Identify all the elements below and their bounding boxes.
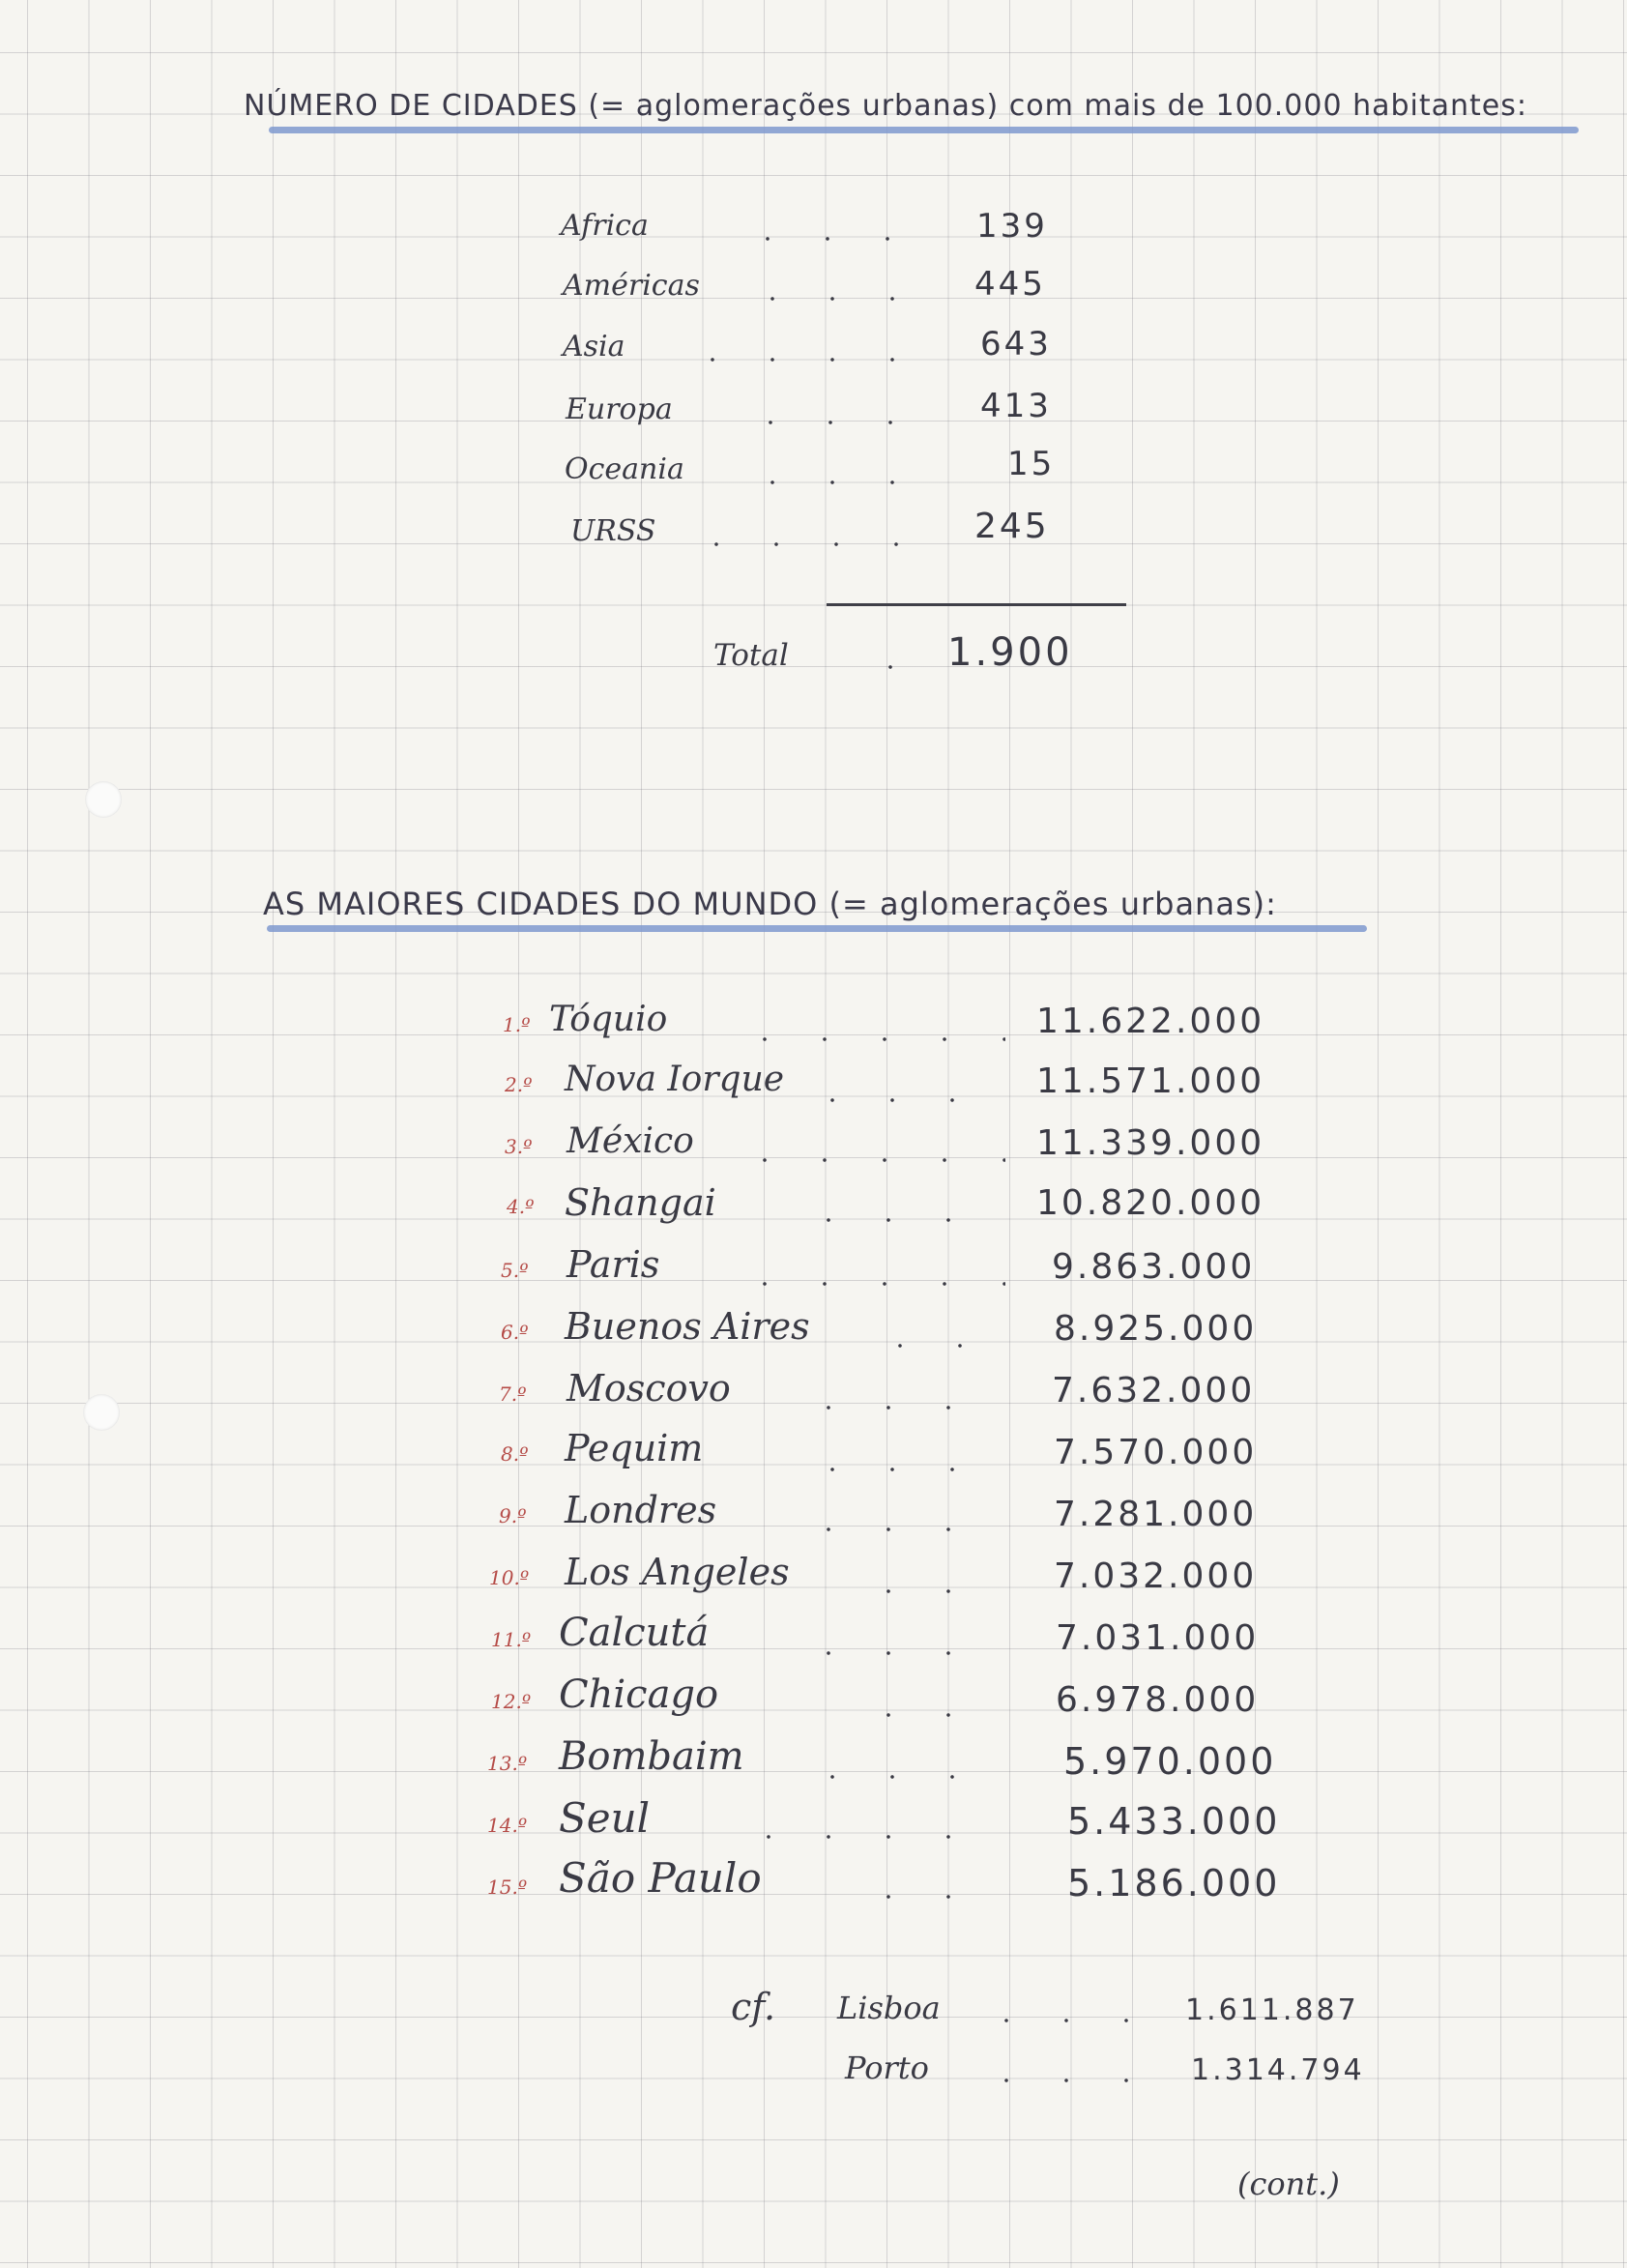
region-count: 643 — [980, 325, 1052, 363]
city-name: Buenos Aires — [565, 1305, 810, 1348]
city-rank: 5.º — [501, 1259, 529, 1282]
city-name: Nova Iorque — [565, 1060, 785, 1099]
section2-title-highlight — [267, 925, 1367, 932]
leader-dots — [858, 1895, 1005, 1899]
region-name: Africa — [561, 209, 649, 243]
city-rank: 7.º — [499, 1382, 527, 1406]
leader-dots — [735, 1158, 1005, 1162]
region-count: 445 — [974, 265, 1046, 304]
region-name: Europa — [566, 393, 673, 426]
leader-dots — [858, 1589, 1005, 1593]
leader-dots — [735, 1282, 1005, 1286]
region-count: 15 — [1007, 445, 1056, 483]
city-name: Londres — [565, 1489, 717, 1531]
region-name: Oceania — [565, 452, 684, 486]
city-name: Pequim — [565, 1427, 704, 1469]
city-population: 10.820.000 — [1036, 1183, 1265, 1223]
city-rank: 15.º — [487, 1875, 528, 1899]
city-population: 7.031.000 — [1056, 1618, 1260, 1658]
city-population: 7.632.000 — [1052, 1371, 1256, 1410]
leader-dots — [683, 358, 941, 362]
punch-hole-lower — [83, 1394, 120, 1431]
city-name: Los Angeles — [565, 1551, 790, 1593]
city-rank: 2.º — [505, 1073, 533, 1096]
city-rank: 3.º — [505, 1135, 533, 1158]
comparison-city: Lisboa — [837, 1990, 941, 2026]
leader-dots — [976, 2019, 1141, 2022]
section1-title-highlight — [269, 127, 1579, 133]
region-count: 413 — [980, 387, 1052, 425]
leader-dots — [739, 1835, 1005, 1839]
leader-dots — [799, 1651, 1005, 1655]
city-name: Seul — [559, 1794, 651, 1842]
leader-dots — [976, 2079, 1141, 2082]
city-rank: 14.º — [487, 1814, 528, 1837]
city-name: Bombaim — [559, 1734, 744, 1779]
comparison-city: Porto — [845, 2050, 929, 2086]
leader-dots — [799, 1406, 1005, 1410]
total-label: Total — [713, 638, 789, 673]
city-rank: 4.º — [507, 1195, 535, 1218]
city-rank: 13.º — [487, 1752, 528, 1775]
city-name: Paris — [567, 1243, 660, 1286]
city-rank: 9.º — [499, 1504, 527, 1527]
continued-note: (cont.) — [1237, 2166, 1340, 2202]
region-count: 139 — [976, 207, 1048, 246]
city-rank: 1.º — [503, 1013, 531, 1036]
leader-dots — [738, 237, 941, 241]
leader-dots — [742, 297, 941, 301]
total-value: 1.900 — [947, 630, 1073, 675]
leader-dots — [870, 1344, 1005, 1348]
leader-dots — [858, 1713, 1005, 1717]
city-name: Chicago — [559, 1672, 719, 1717]
city-name: Shangai — [565, 1181, 716, 1224]
city-population: 5.433.000 — [1067, 1800, 1281, 1843]
region-name: Américas — [563, 269, 700, 303]
leader-dots — [741, 421, 941, 424]
city-population: 11.571.000 — [1036, 1061, 1265, 1101]
city-name: Moscovo — [567, 1367, 731, 1410]
leader-dots — [686, 542, 941, 546]
region-name: Asia — [563, 330, 625, 363]
city-name: Tóquio — [549, 1000, 668, 1039]
city-rank: 6.º — [501, 1321, 529, 1344]
punch-hole-upper — [85, 781, 122, 818]
region-count: 245 — [974, 507, 1050, 546]
leader-dots — [802, 1775, 1005, 1779]
leader-dots — [802, 1098, 1005, 1102]
leader-dots — [735, 1037, 1005, 1041]
city-population: 5.186.000 — [1067, 1862, 1281, 1905]
leader-dots — [802, 1468, 1005, 1471]
city-name: São Paulo — [559, 1854, 762, 1902]
city-population: 7.032.000 — [1054, 1556, 1258, 1596]
total-rule — [827, 603, 1126, 606]
comparison-population: 1.314.794 — [1191, 2053, 1365, 2087]
city-rank: 12.º — [491, 1690, 532, 1713]
city-rank: 8.º — [501, 1442, 529, 1466]
city-population: 11.622.000 — [1036, 1002, 1265, 1041]
leader-dots — [742, 480, 941, 484]
region-name: URSS — [570, 514, 656, 548]
city-name: Calcutá — [559, 1611, 710, 1655]
city-population: 7.570.000 — [1054, 1433, 1258, 1472]
city-population: 11.339.000 — [1036, 1123, 1265, 1163]
city-rank: 10.º — [489, 1566, 530, 1589]
leader-dots — [799, 1218, 1005, 1222]
section1-title: NÚMERO DE CIDADES (= aglomerações urbanas) com mais de 100.000 habitantes: — [244, 89, 1527, 123]
city-rank: 11.º — [491, 1628, 532, 1651]
section2-title: AS MAIORES CIDADES DO MUNDO (= aglomerações urbanas): — [263, 886, 1277, 922]
comparison-prefix: cf. — [731, 1986, 776, 2028]
city-population: 9.863.000 — [1052, 1247, 1256, 1287]
city-name: México — [567, 1121, 694, 1161]
comparison-population: 1.611.887 — [1185, 1993, 1359, 2027]
city-population: 5.970.000 — [1063, 1740, 1277, 1783]
city-population: 7.281.000 — [1054, 1495, 1258, 1534]
leader-dots — [860, 665, 938, 669]
city-population: 6.978.000 — [1056, 1680, 1260, 1720]
leader-dots — [799, 1527, 1005, 1531]
city-population: 8.925.000 — [1054, 1309, 1258, 1349]
